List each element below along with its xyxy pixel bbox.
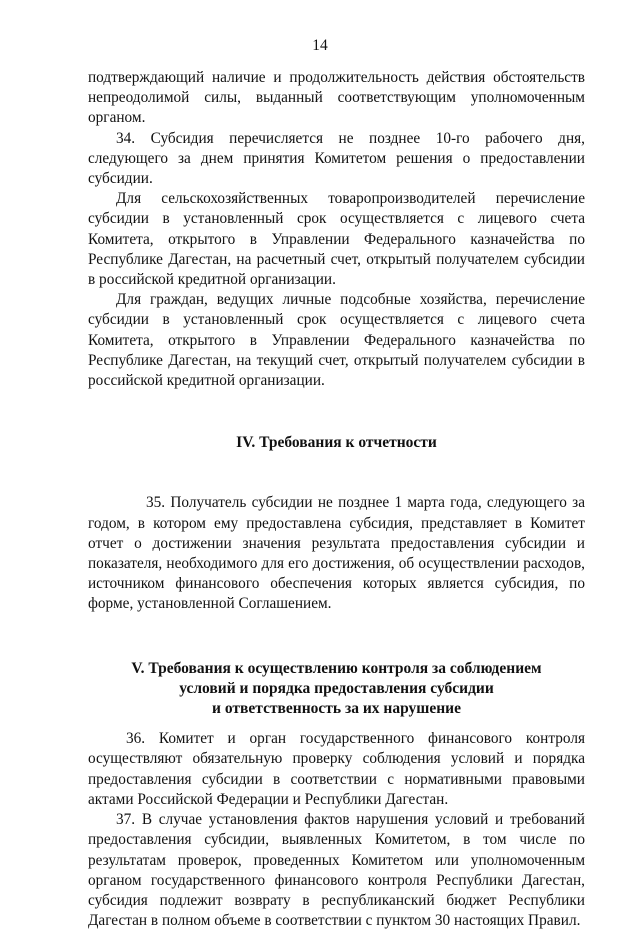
paragraph-36: 36. Комитет и орган государственного финансового контроля осуществляют обязательную проверку соблюдения условий и порядка предоставления субсидии в соответствии с нормативными правовыми актами Российской Федерации и Республики Дагестан. bbox=[88, 730, 585, 808]
paragraph-34-household-farms: Для граждан, ведущих личные подсобные хозяйства, перечисление субсидии в установленный срок осуществляется с лицевого счета Комитета, открытого в Управлении Федерального казначейства по Республике Дагестан, на текущий счет, открытый получателем субсидии в российской кредитной организации. bbox=[88, 291, 585, 390]
section-v-heading bbox=[88, 659, 585, 720]
paragraph-35: 35. Получатель субсидии не позднее 1 марта года, следующего за годом, в котором ему предоставлена субсидия, представляет в Комитет отчет о достижении значения результата предоставления субсидии и показателя, необходимого для его достижения, об осуществлении расходов, источником финансового обеспечения которых является субсидия, по форме, установленной Соглашением. bbox=[88, 494, 585, 613]
section-v-heading-line-3: и ответственность за их нарушение bbox=[212, 700, 461, 718]
section-v-heading-line-1: V. Требования к осуществлению контроля за соблюдением bbox=[131, 659, 542, 677]
section-v-heading-line-2: условий и порядка предоставления субсидии bbox=[179, 679, 494, 697]
paragraph-force-majeure-end: подтверждающий наличие и продолжительность действия обстоятельств непреодолимой силы, выданный соответствующим уполномоченным органом. bbox=[88, 69, 585, 127]
paragraph-34: 34. Субсидия перечисляется не позднее 10-го рабочего дня, следующего за днем принятия Комитетом решения о предоставлении субсидии. bbox=[88, 129, 585, 188]
section-iv-heading: IV. Требования к отчетности bbox=[236, 434, 437, 452]
document-body bbox=[88, 68, 585, 931]
paragraph-37: 37. В случае установления фактов нарушения условий и требований предоставления субсидии, выявленных Комитетом, в том числе по результатам проверок, проведенных Комитетом или уполномоченным органом государственного финансового контроля Республики Дагестан, субсидия подлежит возврату в республиканский бюджет Республики Дагестан в полном объеме в соответствии с пунктом 30 настоящих Правил. bbox=[88, 811, 585, 930]
page-number: 14 bbox=[312, 37, 328, 54]
paragraph-34-agricultural-producers: Для сельскохозяйственных товаропроизводителей перечисление субсидии в установленный срок осуществляется с лицевого счета Комитета, открытого в Управлении Федерального казначейства по Республике Дагестан, на расчетный счет, открытый получателем субсидии в российской кредитной организации. bbox=[88, 190, 585, 289]
